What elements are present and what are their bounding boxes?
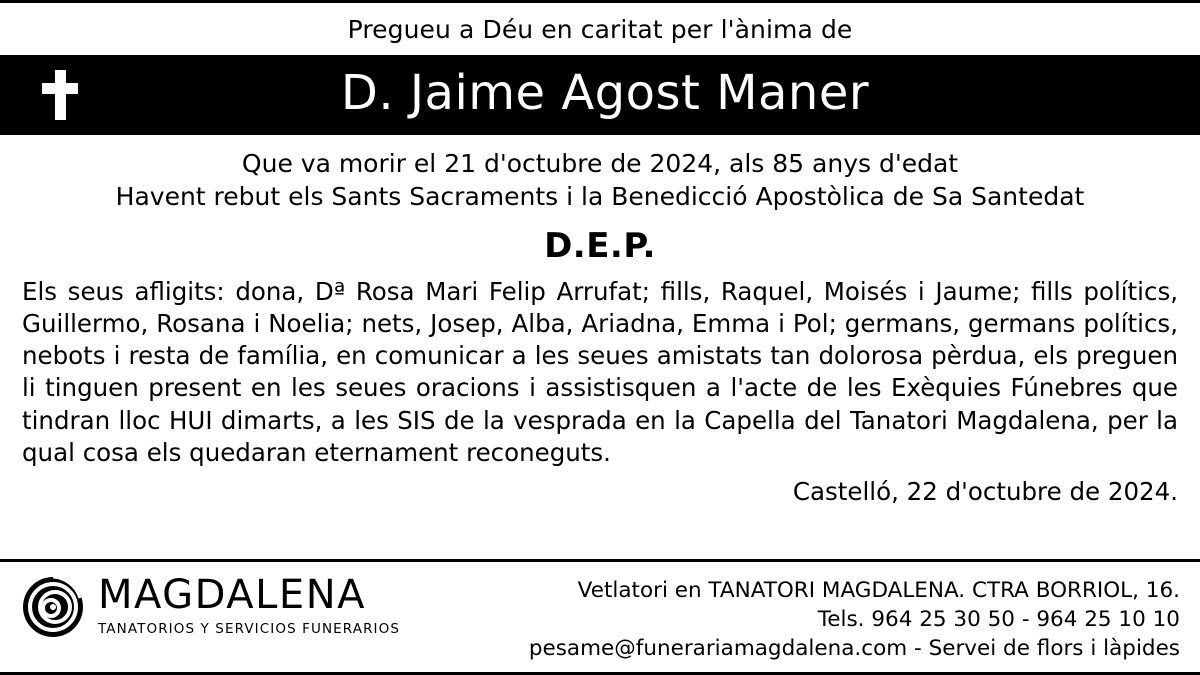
contact-email-services: pesame@funerariamagdalena.com - Servei de flors i làpides [528,636,1180,662]
name-banner [0,55,1200,135]
contact-block [502,574,1180,663]
contact-phones: Tels. 964 25 30 50 - 964 25 10 10 [817,607,1180,633]
intro-line: Pregueu a Déu en caritat per l'ànima de [347,15,853,44]
spacer [0,506,1200,553]
brand-block [22,574,502,638]
contact-address: Vetlatori en TANATORI MAGDALENA. CTRA BORRIOL, 16. [577,578,1180,603]
latin-cross-icon [42,70,78,120]
brand-tagline: TANATORIOS Y SERVICIOS FUNERARIOS [98,621,401,637]
notice-body: Els seus afligits: dona, Dª Rosa Mari Felip Arrufat; fills, Raquel, Moisés i Jaume; fills polítics, Guillermo, Rosana i Noelia; nets, Josep, Alba, Ariadna, Emma i Pol; germans, germans polítics, nebots i resta de família, en comunicar a les seues amistats tan dolorosa pèrdua, els preguen li tinguen present en les seues oracions i assistisquen a l'acte de les Exèquies Fúnebres que tindran lloc HUI dimarts, a les SIS de la vesprada en la Capella del Tanatori Magdalena, per la qual cosa els quedaran eternament reconeguts. [22,276,1178,468]
footer [0,562,1200,672]
death-date-line: Que va morir el 21 d'octubre de 2024, als 85 anys d'edat [241,149,959,178]
brand-name: MAGDALENA [98,572,366,618]
death-details [0,135,1200,214]
brand-text [98,574,400,637]
sacraments-line: Havent rebut els Sants Sacraments i la Benedicció Apostòlica de Sa Santedat [115,182,1085,212]
place-and-date: Castelló, 22 d'octubre de 2024. [792,477,1178,507]
dep-text: D.E.P. [544,225,656,266]
magdalena-spiral-logo-icon [22,576,84,638]
deceased-name: D. Jaime Agost Maner [340,65,870,121]
